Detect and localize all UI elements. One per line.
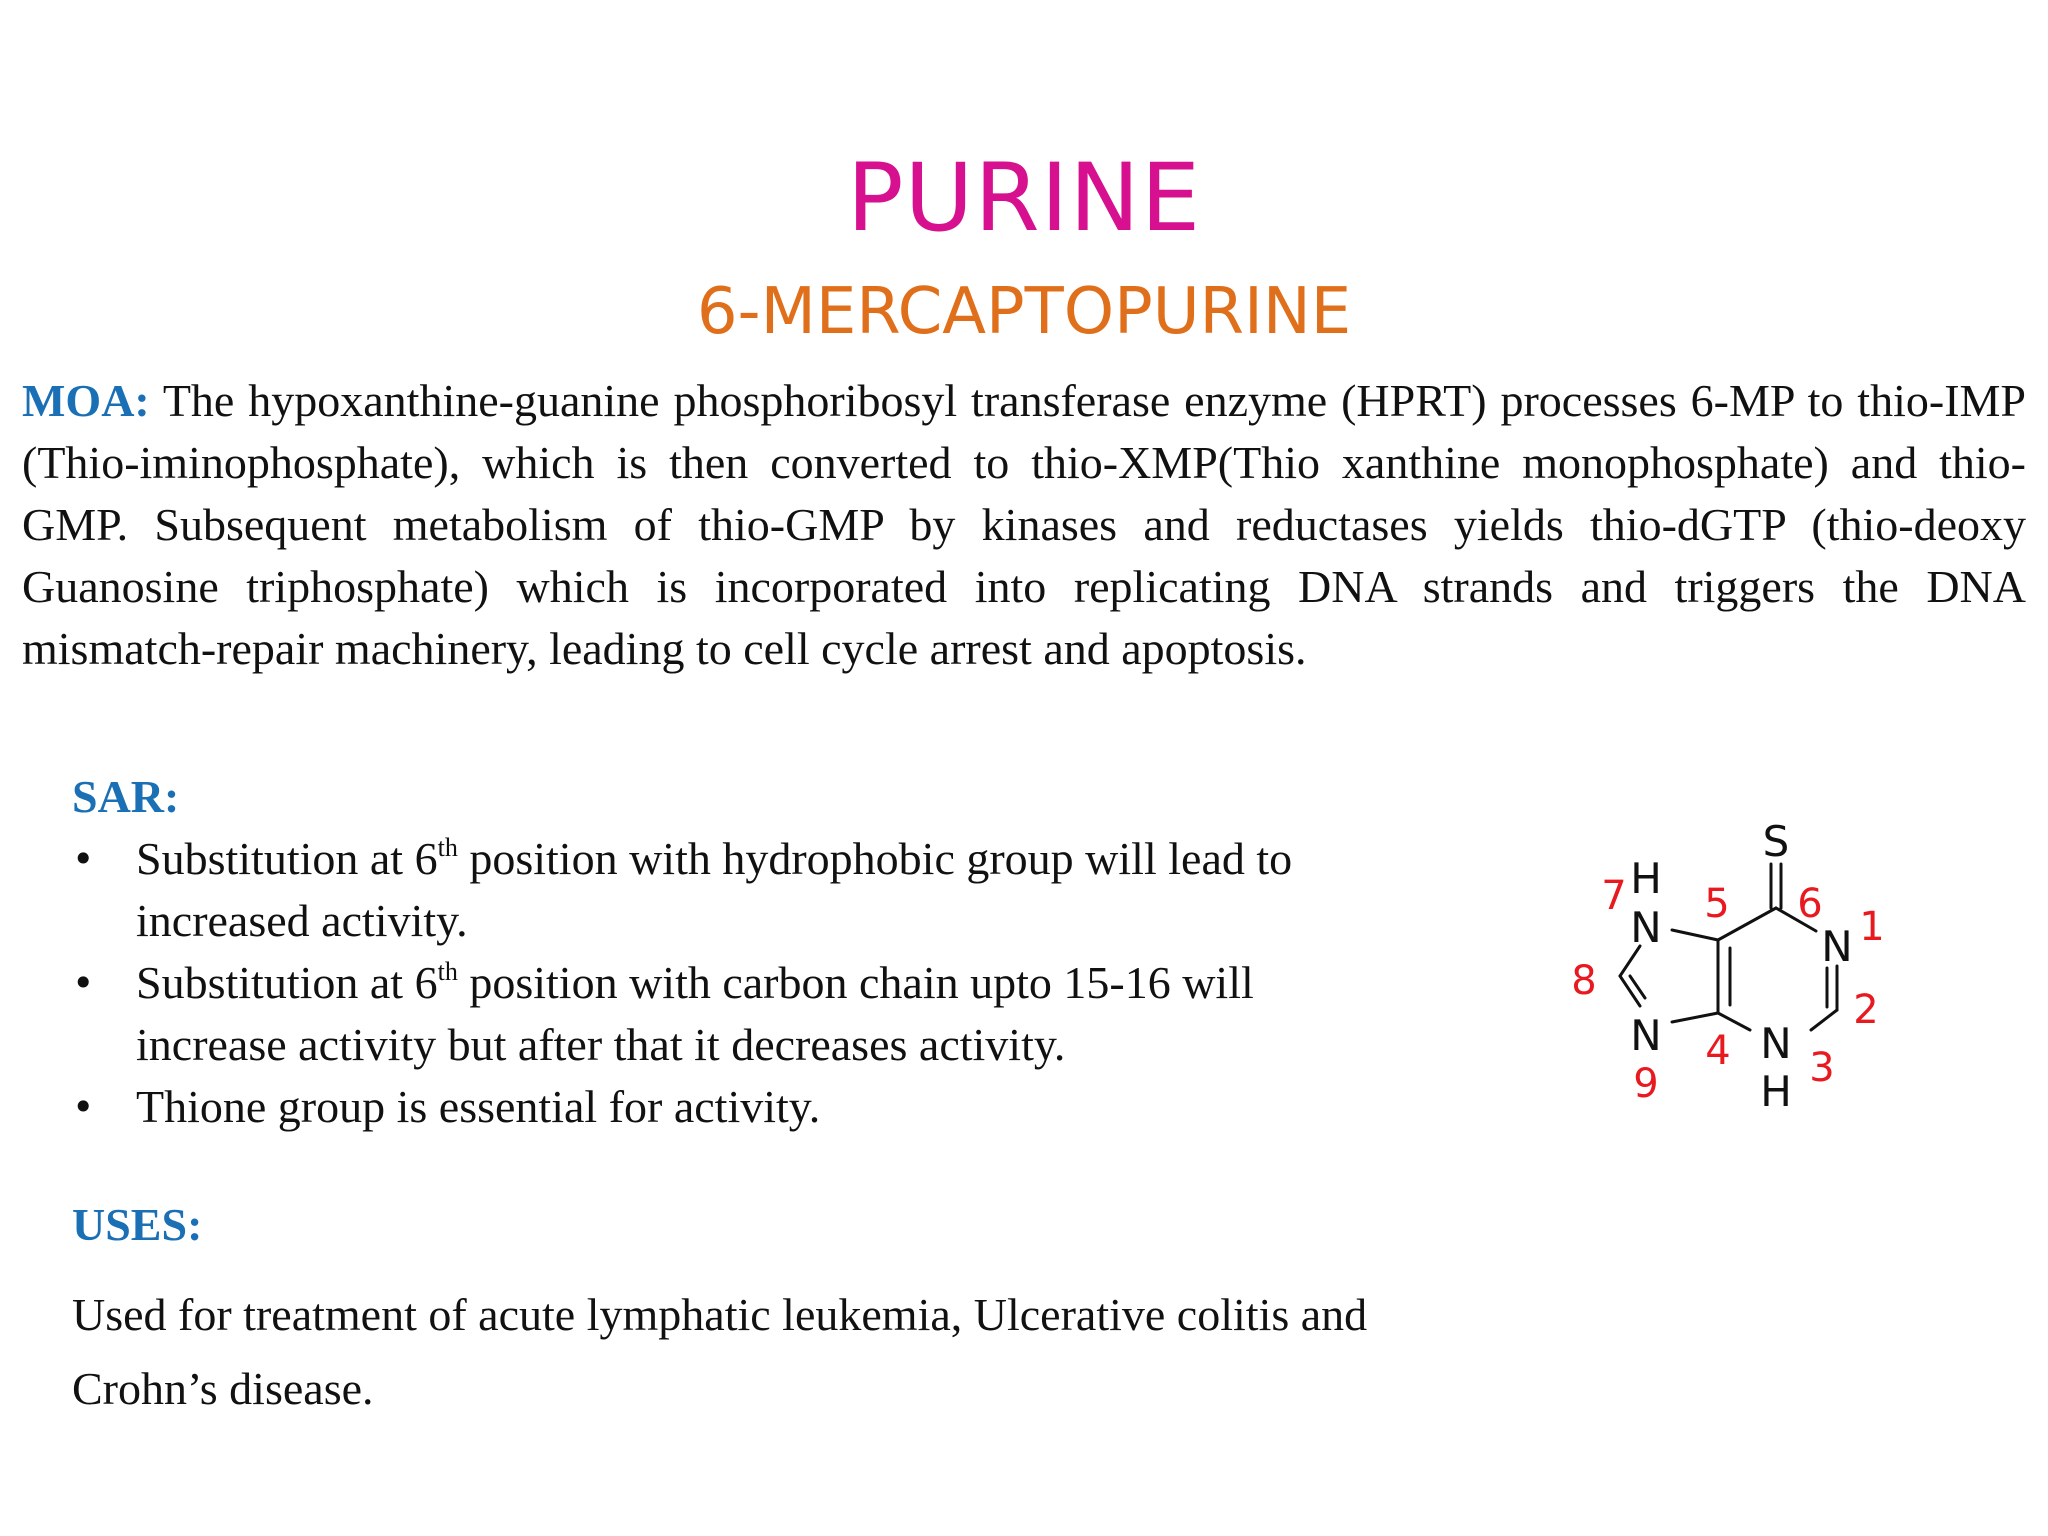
nitrogen-n1: N <box>1821 922 1853 971</box>
atom-number-8: 8 <box>1571 958 1597 1004</box>
atom-number-7: 7 <box>1601 873 1627 919</box>
nitrogen-n7: N <box>1630 903 1662 952</box>
moa-paragraph <box>22 370 2026 680</box>
uses-text: Used for treatment of acute lymphatic leukemia, Ulcerative colitis and Crohn’s disease. <box>72 1289 1368 1414</box>
atom-number-1: 1 <box>1859 904 1885 950</box>
hydrogen-n3: H <box>1760 1067 1792 1116</box>
atom-number-2: 2 <box>1853 987 1879 1033</box>
atom-number-4: 4 <box>1705 1028 1731 1074</box>
uses-heading: USES: <box>72 1199 203 1250</box>
nitrogen-n9: N <box>1630 1011 1662 1060</box>
nitrogen-n3: N <box>1760 1019 1792 1068</box>
sar-item: • Thione group is essential for activity. <box>72 1076 1402 1138</box>
moa-text: The hypoxanthine-guanine phosphoribosyl transferase enzyme (HPRT) processes 6-MP to thio-IMP (Thio-iminophosphate), which is then converted to thio-XMP(Thio xanthine monophosphate) and thio-GMP. Subsequent metabolism of thio-GMP by kinases and reductases yields thio-dGTP (thio-deoxy Guanosine triphosphate) which is incorporated into replicating DNA strands and triggers the DNA mismatch-repair machinery, leading to cell cycle arrest and apoptosis. <box>22 375 2026 674</box>
sar-heading: SAR: <box>72 771 180 822</box>
slide-title: PURINE <box>846 144 1202 253</box>
atom-number-9: 9 <box>1633 1061 1659 1107</box>
atom-number-5: 5 <box>1704 881 1730 927</box>
sulfur-atom: S <box>1762 817 1790 866</box>
hydrogen-n7: H <box>1630 854 1662 903</box>
slide-subtitle: 6-MERCAPTOPURINE <box>696 275 1352 349</box>
mercaptopurine-structure <box>1540 800 2000 1130</box>
sar-item: • Substitution at 6th position with carbon chain upto 15-16 will increase activity but after that it decreases activity. <box>72 952 1402 1076</box>
atom-number-6: 6 <box>1797 881 1823 927</box>
atom-number-3: 3 <box>1809 1045 1835 1091</box>
moa-label: MOA: <box>22 375 150 426</box>
sar-list <box>72 828 1402 1138</box>
sar-item: • Substitution at 6th position with hydrophobic group will lead to increased activity. <box>72 828 1402 952</box>
